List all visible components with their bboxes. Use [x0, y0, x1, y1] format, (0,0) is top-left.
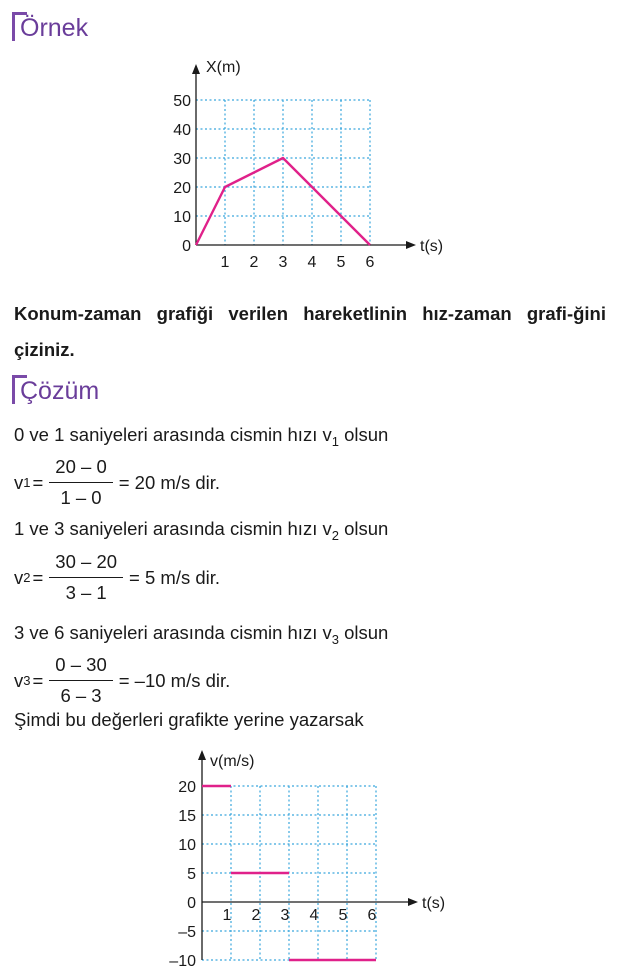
example-heading-text: Örnek: [20, 14, 89, 42]
eq-result: = –10 m/s dir.: [118, 669, 231, 691]
line-text: olsun: [338, 424, 389, 445]
y-axis-label: X(m): [206, 59, 241, 76]
solution-line-1: [14, 424, 388, 449]
x-tick-label: 4: [309, 907, 319, 924]
line-text: olsun: [338, 622, 389, 643]
x-tick-label: 1: [222, 907, 232, 924]
heading-corner-mark: [12, 12, 27, 41]
y-tick-label: 0: [182, 238, 191, 255]
x-tick-label: 4: [307, 254, 317, 271]
solution-line-2: [14, 518, 388, 543]
y-tick-label: 40: [173, 122, 191, 139]
x-tick-label: 3: [280, 907, 290, 924]
x-axis-label: t(s): [420, 238, 444, 255]
eq-lhs-sub: 2: [23, 570, 31, 585]
y-tick-label: 20: [178, 779, 196, 796]
eq-lhs: v: [14, 471, 24, 493]
y-tick-label: 10: [173, 209, 191, 226]
x-axis-label: t(s): [422, 895, 446, 912]
y-axis-arrow: [192, 64, 200, 74]
subscript: 3: [331, 632, 339, 647]
fraction: [49, 654, 112, 707]
y-tick-label: 20: [173, 180, 191, 197]
fraction: [49, 456, 112, 509]
y-tick-label: –10: [169, 953, 196, 970]
line-text: 0 ve 1 saniyeleri arasında cismin hızı v: [14, 424, 332, 445]
y-axis-label: v(m/s): [210, 753, 255, 770]
x-tick-label: 3: [278, 254, 288, 271]
numerator: 20 – 0: [49, 456, 112, 483]
eq-lhs-sub: 1: [23, 475, 31, 490]
x-tick-label: 6: [367, 907, 377, 924]
x-tick-label: 2: [251, 907, 261, 924]
x-axis-arrow: [406, 241, 416, 249]
position-time-chart: [160, 50, 460, 275]
subscript: 1: [331, 434, 339, 449]
example-heading: [12, 12, 88, 43]
conclusion-text: Şimdi bu değerleri grafikte yerine yazarsak: [14, 709, 364, 730]
line-text: 1 ve 3 saniyeleri arasında cismin hızı v: [14, 518, 332, 539]
eq-lhs-sub: 3: [23, 673, 31, 688]
y-tick-label: 50: [173, 93, 191, 110]
numerator: 30 – 20: [49, 551, 123, 578]
eq-result: = 5 m/s dir.: [129, 566, 221, 588]
line-text: 3 ve 6 saniyeleri arasında cismin hızı v: [14, 622, 332, 643]
y-tick-label: –5: [178, 924, 196, 941]
y-tick-label: 30: [173, 151, 191, 168]
denominator: 1 – 0: [60, 487, 102, 508]
eq-result: = 20 m/s dir.: [118, 471, 221, 493]
denominator: 3 – 1: [65, 582, 107, 603]
y-tick-label: 5: [187, 866, 196, 883]
denominator: 6 – 3: [60, 685, 102, 706]
y-axis-arrow: [198, 750, 206, 760]
solution-line-3: [14, 622, 388, 647]
x-tick-label: 6: [365, 254, 375, 271]
eq-lhs: v: [14, 669, 24, 691]
y-tick-label: 15: [178, 808, 196, 825]
line-text: olsun: [338, 518, 389, 539]
heading-corner-mark: [12, 375, 27, 404]
y-tick-label: 10: [178, 837, 196, 854]
eq-lhs: v: [14, 566, 24, 588]
solution-heading: [12, 375, 99, 406]
x-axis-arrow: [408, 898, 418, 906]
eq-sign: =: [32, 669, 44, 691]
x-tick-label: 5: [338, 907, 348, 924]
x-tick-label: 2: [249, 254, 259, 271]
eq-sign: =: [32, 471, 44, 493]
numerator: 0 – 30: [49, 654, 112, 681]
equation-v2: [14, 551, 220, 604]
problem-text: Konum-zaman grafiği verilen hareketlinin hız-zaman grafi-ğini çiziniz.: [14, 303, 606, 360]
equation-v3: [14, 654, 230, 707]
x-tick-label: 1: [220, 254, 230, 271]
solution-heading-text: Çözüm: [20, 377, 100, 405]
fraction: [49, 551, 123, 604]
subscript: 2: [331, 528, 339, 543]
equation-v1: [14, 456, 220, 509]
eq-sign: =: [32, 566, 44, 588]
velocity-time-chart: [160, 745, 460, 970]
y-tick-label: 0: [187, 895, 196, 912]
x-tick-label: 5: [336, 254, 346, 271]
